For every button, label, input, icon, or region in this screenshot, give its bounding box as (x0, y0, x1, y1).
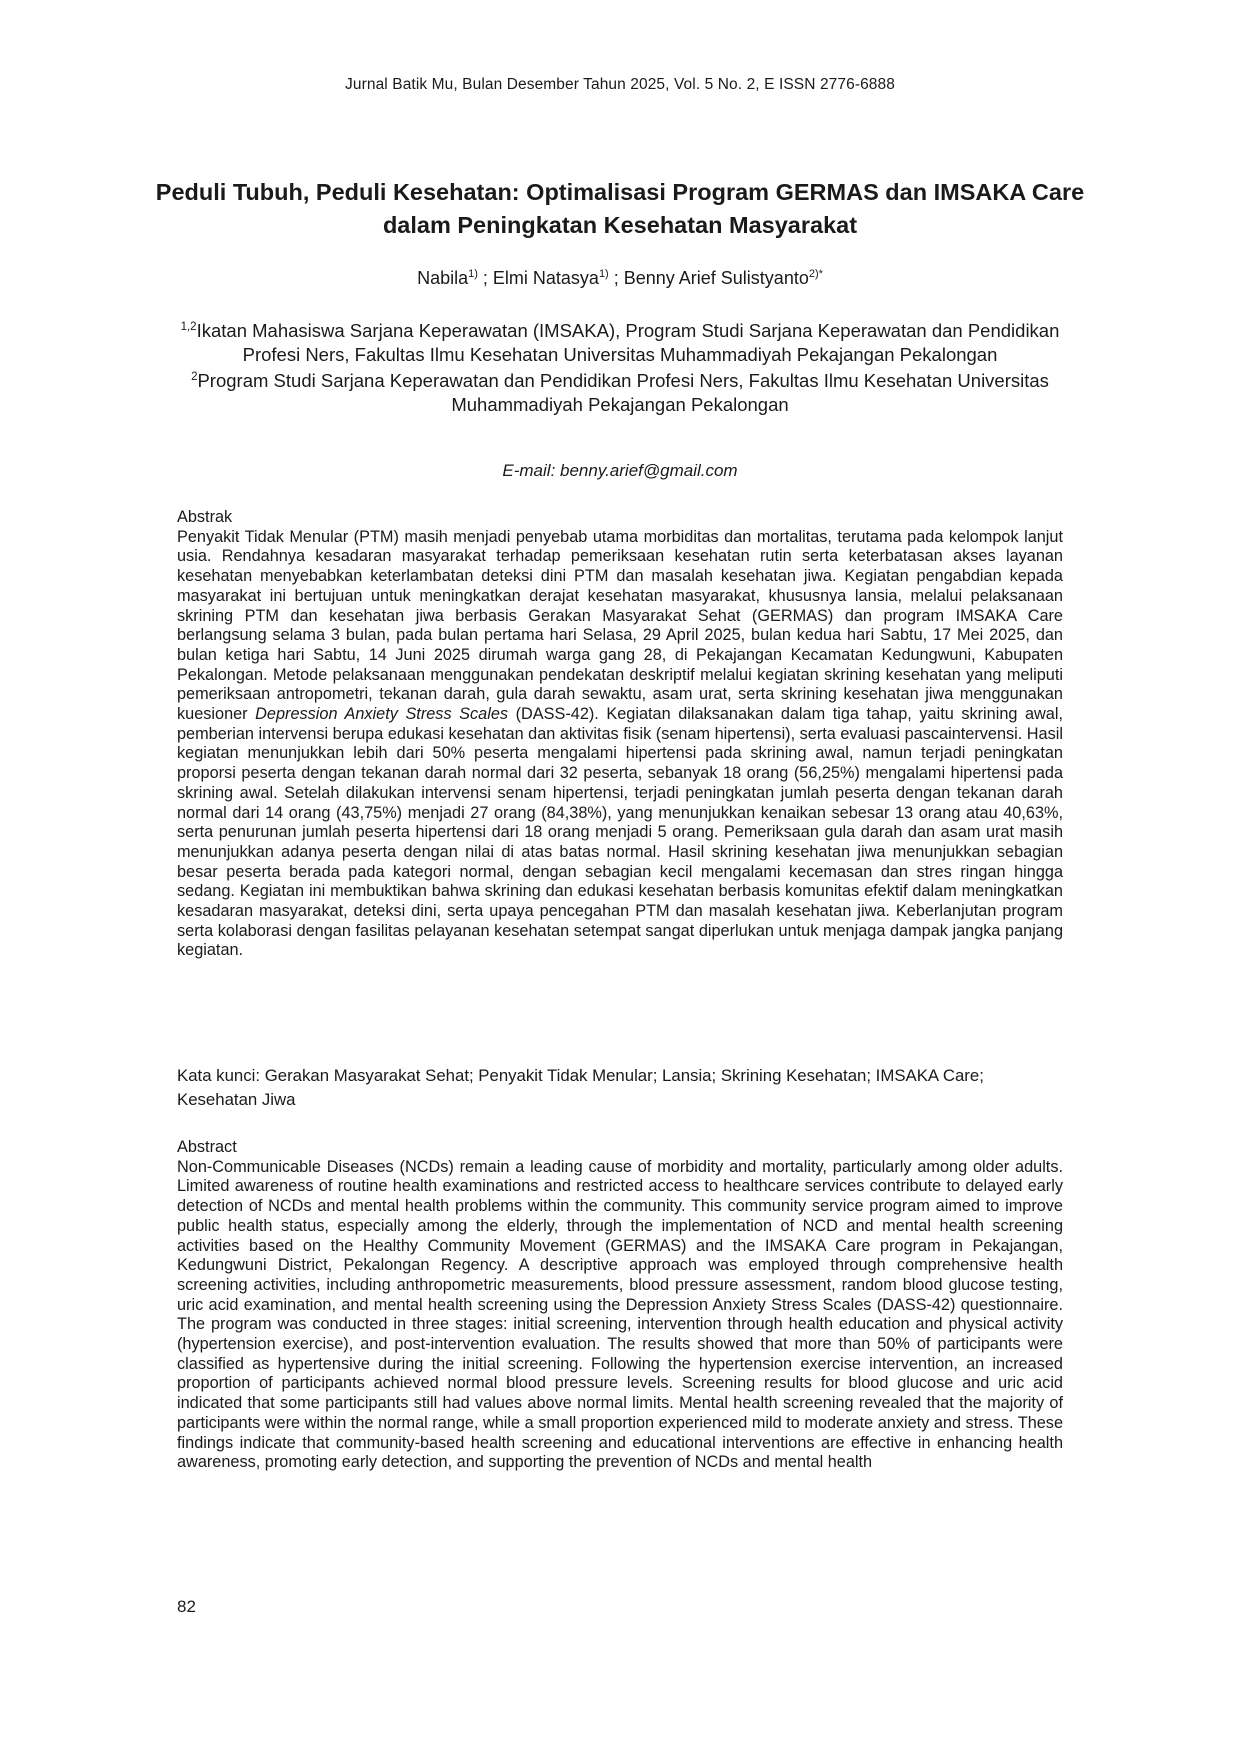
author-name: Nabila (417, 268, 469, 288)
author-name: Benny Arief Sulistyanto (623, 268, 809, 288)
keywords-label: Kata kunci: (177, 1066, 261, 1085)
author-affiliation-mark: 1) (598, 268, 609, 280)
affiliation-mark: 1,2 (180, 321, 197, 333)
abstrak-body (177, 528, 1063, 961)
affiliation-list (150, 316, 1090, 416)
affiliation-text: Program Studi Sarjana Keperawatan dan Pendidikan Profesi Ners, Fakultas Ilmu Kesehatan Universitas Muhammadiyah Pekajangan Pekalongan (197, 370, 1049, 415)
email-address: benny.arief@gmail.com (560, 461, 738, 480)
author-affiliation-mark: 1) (468, 268, 478, 280)
abstrak-heading: Abstrak (177, 508, 233, 526)
page-number: 82 (177, 1597, 196, 1616)
affiliation (150, 366, 1090, 416)
author-affiliation-mark: 2)* (808, 268, 823, 280)
author-separator: ; (608, 268, 624, 288)
affiliation (150, 316, 1090, 366)
abstrak-text: (DASS-42). Kegiatan dilaksanakan dalam tiga tahap, yaitu skrining awal, pemberian intervensi berupa edukasi kesehatan dan aktivitas fisik (senam hipertensi), serta evaluasi pascaintervensi. Hasil kegiatan menunjukkan lebih dari 50% peserta mengalami hipertensi pada skrining awal, namun terjadi peningkatan proporsi peserta dengan tekanan darah normal dari 32 peserta, sebanyak 18 orang (56,25%) mengalami hipertensi pada skrining awal. Setelah dilakukan intervensi senam hipertensi, terjadi peningkatan jumlah peserta dengan tekanan darah normal dari 14 orang (43,75%) menjadi 27 orang (84,38%), yang menunjukkan kenaikan sebesar 13 orang atau 40,63%, serta penurunan jumlah peserta hipertensi dari 18 orang menjadi 5 orang. Pemeriksaan gula darah dan asam urat masih menunjukkan adanya peserta dengan nilai di atas batas normal. Hasil skrining kesehatan jiwa menunjukkan sebagian besar peserta berada pada kategori normal, dengan sebagian kecil mengalami kecemasan dan stres ringan hingga sedang. Kegiatan ini membuktikan bahwa skrining dan edukasi kesehatan berbasis komunitas efektif dalam meningkatkan kesadaran masyarakat, deteksi dini, serta upaya pencegahan PTM dan masalah kesehatan jiwa. Keberlanjutan program serta kolaborasi dengan fasilitas pelayanan kesehatan setempat sangat diperlukan untuk menjaga dampak jangka panjang kegiatan. (177, 705, 1064, 960)
abstrak-italic-term: Depression Anxiety Stress Scales (255, 705, 509, 724)
abstrak-text: Penyakit Tidak Menular (PTM) masih menjadi penyebab utama morbiditas dan mortalitas, terutama pada kelompok lanjut usia. Rendahnya kesadaran masyarakat terhadap pemeriksaan kesehatan rutin serta keterbatasan akses layanan kesehatan menyebabkan keterlambatan deteksi dini PTM dan masalah kesehatan jiwa. Kegiatan pengabdian kepada masyarakat ini bertujuan untuk meningkatkan derajat kesehatan masyarakat, khususnya lansia, melalui pelaksanaan skrining PTM dan kesehatan jiwa berbasis Gerakan Masyarakat Sehat (GERMAS) dan program IMSAKA Care berlangsung selama 3 bulan, pada bulan pertama hari Selasa, 29 April 2025, bulan kedua hari Sabtu, 17 Mei 2025, dan bulan ketiga hari Sabtu, 14 Juni 2025 dirumah warga gang 28, di Pekajangan Kecamatan Kedungwuni, Kabupaten Pekalongan. Metode pelaksanaan menggunakan pendekatan deskriptif melalui kegiatan skrining kesehatan yang meliputi pemeriksaan antropometri, tekanan darah, gula darah sewaktu, asam urat, serta skrining kesehatan jiwa menggunakan kuesioner (177, 527, 1063, 724)
abstract-body: Non-Communicable Diseases (NCDs) remain a leading cause of morbidity and mortality, particularly among older adults. Limited awareness of routine health examinations and restricted access to healthcare services contribute to delayed early detection of NCDs and mental health problems within the community. This community service program aimed to improve public health status, especially among the elderly, through the implementation of NCD and mental health screening activities based on the Healthy Community Movement (GERMAS) and the IMSAKA Care program in Pekajangan, Kedungwuni District, Pekalongan Regency. A descriptive approach was employed through comprehensive health screening activities, including anthropometric measurements, blood pressure assessment, random blood glucose testing, uric acid examination, and mental health screening using the Depression Anxiety Stress Scales (DASS-42) questionnaire. The program was conducted in three stages: initial screening, intervention through health education and physical activity (hypertension exercise), and post-intervention evaluation. The results showed that more than 50% of participants were classified as hypertensive during the initial screening. Following the hypertension exercise intervention, an increased proportion of participants achieved normal blood pressure levels. Screening results for blood glucose and uric acid indicated that some participants still had values above normal limits. Mental health screening revealed that the majority of participants were within the normal range, while a small proportion experienced mild to moderate anxiety and stress. These findings indicate that community-based health screening and educational interventions are effective in enhancing health awareness, promoting early detection, and supporting the prevention of NCDs and mental health (177, 1157, 1063, 1472)
paper-title: Peduli Tubuh, Peduli Kesehatan: Optimalisasi Program GERMAS dan IMSAKA Care dalam Peningkatan Kesehatan Masyarakat (155, 179, 1085, 238)
affiliation-text: Ikatan Mahasiswa Sarjana Keperawatan (IMSAKA), Program Studi Sarjana Keperawatan dan Pendidikan Profesi Ners, Fakultas Ilmu Kesehatan Universitas Muhammadiyah Pekajangan Pekalongan (196, 320, 1060, 365)
abstract-section (177, 1138, 1063, 1473)
keywords-section (177, 1064, 1063, 1112)
journal-header: Jurnal Batik Mu, Bulan Desember Tahun 2025, Vol. 5 No. 2, E ISSN 2776-6888 (345, 76, 895, 93)
abstrak-section (177, 508, 1063, 961)
author-separator: ; (477, 268, 493, 288)
contact-email: E-mail: benny.arief@gmail.com (502, 461, 738, 480)
author-list (0, 268, 1240, 289)
keywords-text: Gerakan Masyarakat Sehat; Penyakit Tidak Menular; Lansia; Skrining Kesehatan; IMSAKA Care; Kesehatan Jiwa (177, 1066, 984, 1109)
keywords-line (177, 1064, 1063, 1112)
abstract-heading: Abstract (177, 1138, 237, 1156)
author-name: Elmi Natasya (492, 268, 599, 288)
email-label: E-mail (502, 461, 551, 480)
affiliation-mark: 2 (191, 371, 198, 384)
